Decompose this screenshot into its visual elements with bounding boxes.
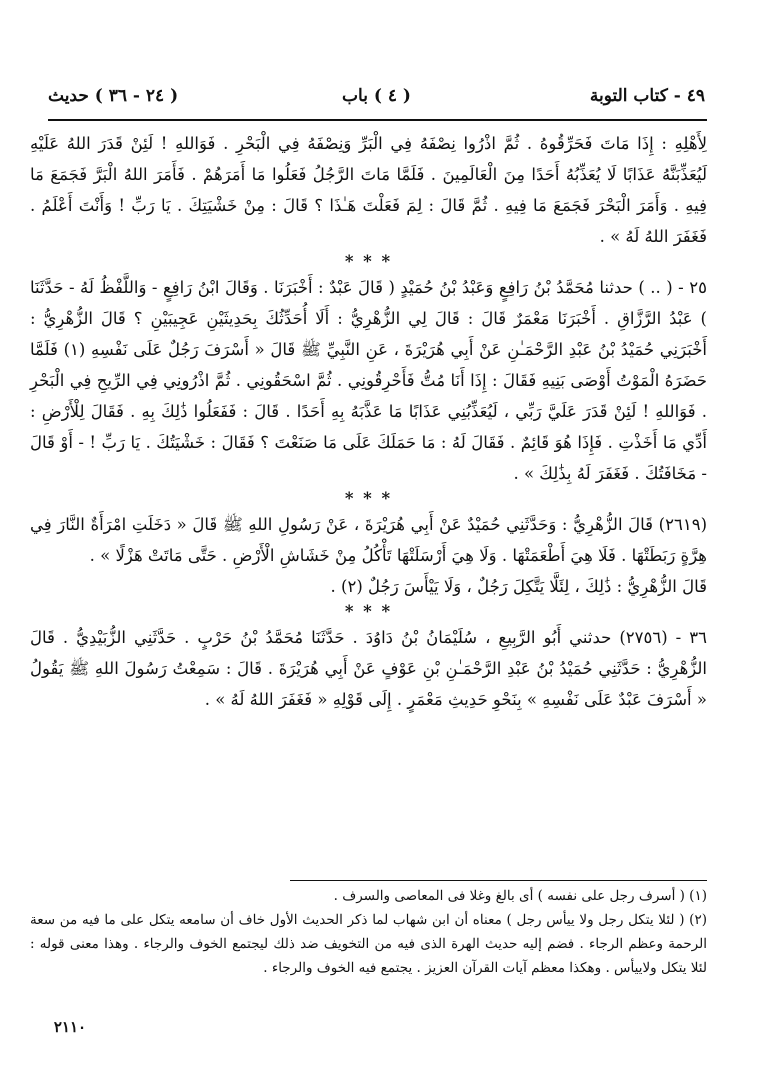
paragraph-zuhri-remark: قَالَ الزُّهْرِيُّ : ذَٰلِكَ ، لِئَلَّا يَتَّكِلَ رَجُلٌ ، وَلَا يَيْأَسَ رَجُلٌ (٢) . (330, 577, 707, 596)
header-divider (48, 119, 707, 121)
main-text (30, 128, 707, 715)
footnotes (30, 884, 707, 980)
footnote-1: (١) ( أسرف رجل على نفسه ) أى بالغ وغلا فى المعاصى والسرف . (333, 888, 707, 904)
paragraph-hadith-36: ٣٦ - (٢٧٥٦) حدثني أَبُو الرَّبِيعِ ، سُلَيْمَانُ بْنُ دَاوُدَ . حَدَّثَنَا مُحَمَّدُ بْنُ حَرْبٍ . حَدَّثَنِي الزُّبَيْدِيُّ . قَالَ الزُّهْرِيُّ : حَدَّثَنِي حُمَيْدُ بْنُ عَبْدِ الرَّحْمَـٰنِ بْنِ عَوْفٍ عَنْ أَبِي هُرَيْرَةَ . قَالَ : سَمِعْتُ رَسُولَ اللهِ ﷺ يَقُولُ « أَسْرَفَ عَبْدٌ عَلَى نَفْسِهِ » بِنَحْوِ حَدِيثِ مَعْمَرٍ . إِلَى قَوْلِهِ « فَغَفَرَ اللهُ لَهُ » . (30, 628, 707, 709)
paragraph-intro: لِأَهْلِهِ : إِذَا مَاتَ فَحَرِّقُوهُ . ثُمَّ اذْرُوا نِصْفَهُ فِي الْبَرِّ وَنِصْفَهُ فِي الْبَحْرِ . فَوَاللهِ ! لَئِنْ قَدَرَ اللهُ عَلَيْهِ لَيُعَذِّبَنَّهُ عَذَابًا لَا يُعَذِّبُهُ أَحَدًا مِنَ الْعَالَمِينَ . فَلَمَّا مَاتَ الرَّجُلُ فَعَلُوا مَا أَمَرَهُمْ . فَأَمَرَ اللهُ الْبَرَّ فَجَمَعَ مَا فِيهِ . وَأَمَرَ الْبَحْرَ فَجَمَعَ مَا فِيهِ . ثُمَّ قَالَ : لِمَ فَعَلْتَ هَـٰذَا ؟ قَالَ : مِنْ خَشْيَتِكَ . يَا رَبِّ ! وَأَنْتَ أَعْلَمُ . فَغَفَرَ اللهُ لَهُ » . (30, 134, 707, 246)
footnote-2: (٢) ( لئلا يتكل رجل ولا ييأس رجل ) معناه أن ابن شهاب لما ذكر الحديث الأول خاف أن سامعه يتكل على ما فيه من سعة الرحمة وعظم الرجاء . فضم إليه حديث الهرة الذى فيه من التخويف ضد ذلك ليجتمع الخوف والرجاء . وهذا معنى قوله : لئلا يتكل ولاييأس . وهكذا معظم آيات القرآن العزيز . يجتمع فيه الخوف والرجاء . (30, 912, 708, 976)
chapter-reference: ( ٤ ) باب (342, 86, 411, 106)
running-header (48, 82, 705, 116)
paragraph-hadith-2619: (٢٦١٩) قَالَ الزُّهْرِيُّ : وَحَدَّثَنِي حُمَيْدٌ عَنْ أَبِي هُرَيْرَةَ ، عَنْ رَسُولِ اللهِ ﷺ قَالَ « دَخَلَتِ امْرَأَةٌ النَّارَ فِي هِرَّةٍ رَبَطَتْهَا . فَلَا هِيَ أَطْعَمَتْهَا . وَلَا هِيَ أَرْسَلَتْهَا تَأْكُلُ مِنْ خَشَاشِ الْأَرْضِ . حَتَّى مَاتَتْ هَزْلًا » . (30, 515, 707, 565)
page-number: ٢١١٠ (53, 1018, 87, 1036)
paragraph-hadith-25: ٢٥ - ( .. ) حدثنا مُحَمَّدُ بْنُ رَافِعٍ وَعَبْدُ بْنُ حُمَيْدٍ ( قَالَ عَبْدٌ : أَخْبَرَنَا . وَقَالَ ابْنُ رَافِعٍ - وَاللَّفْظُ لَهُ - حَدَّثَنَا ) عَبْدُ الرَّزَّاقِ . أَخْبَرَنَا مَعْمَرٌ قَالَ : قَالَ لِي الزُّهْرِيُّ : أَلَا أُحَدِّثُكَ بِحَدِيثَيْنِ عَجِيبَيْنِ ؟ قَالَ الزُّهْرِيُّ : أَخْبَرَنِي حُمَيْدُ بْنُ عَبْدِ الرَّحْمَـٰنِ عَنْ أَبِي هُرَيْرَةَ ، عَنِ النَّبِيِّ ﷺ قَالَ « أَسْرَفَ رَجُلٌ عَلَى نَفْسِهِ (١) فَلَمَّا حَضَرَهُ الْمَوْتُ أَوْصَى بَنِيهِ فَقَالَ : إِذَا أَنَا مُتُّ فَأَحْرِقُونِي . ثُمَّ اسْحَقُونِي . ثُمَّ اذْرُونِي فِي الرِّيحِ فِي الْبَحْرِ . فَوَاللهِ ! لَئِنْ قَدَرَ عَلَيَّ رَبِّي ، لَيُعَذِّبُنِي عَذَابًا مَا عَذَّبَهُ بِهِ أَحَدًا . قَالَ : فَفَعَلُوا ذَٰلِكَ بِهِ . فَقَالَ لِلْأَرْضِ : أَدِّي مَا أَخَذْتِ . فَإِذَا هُوَ قَائِمٌ . فَقَالَ لَهُ : مَا حَمَلَكَ عَلَى مَا صَنَعْتَ ؟ فَقَالَ : خَشْيَتُكَ . يَا رَبِّ ! - أَوْ قَالَ - مَخَافَتُكَ . فَغَفَرَ لَهُ بِذَٰلِكَ » . (30, 278, 707, 483)
hadith-range: ( ٢٤ - ٣٦ ) حديث (48, 86, 179, 106)
section-separator: * * * (344, 602, 393, 621)
section-separator: * * * (344, 252, 393, 271)
footnote-divider (290, 880, 707, 881)
book-title: ٤٩ - كتاب التوبة (589, 86, 705, 106)
section-separator: * * * (344, 489, 393, 508)
